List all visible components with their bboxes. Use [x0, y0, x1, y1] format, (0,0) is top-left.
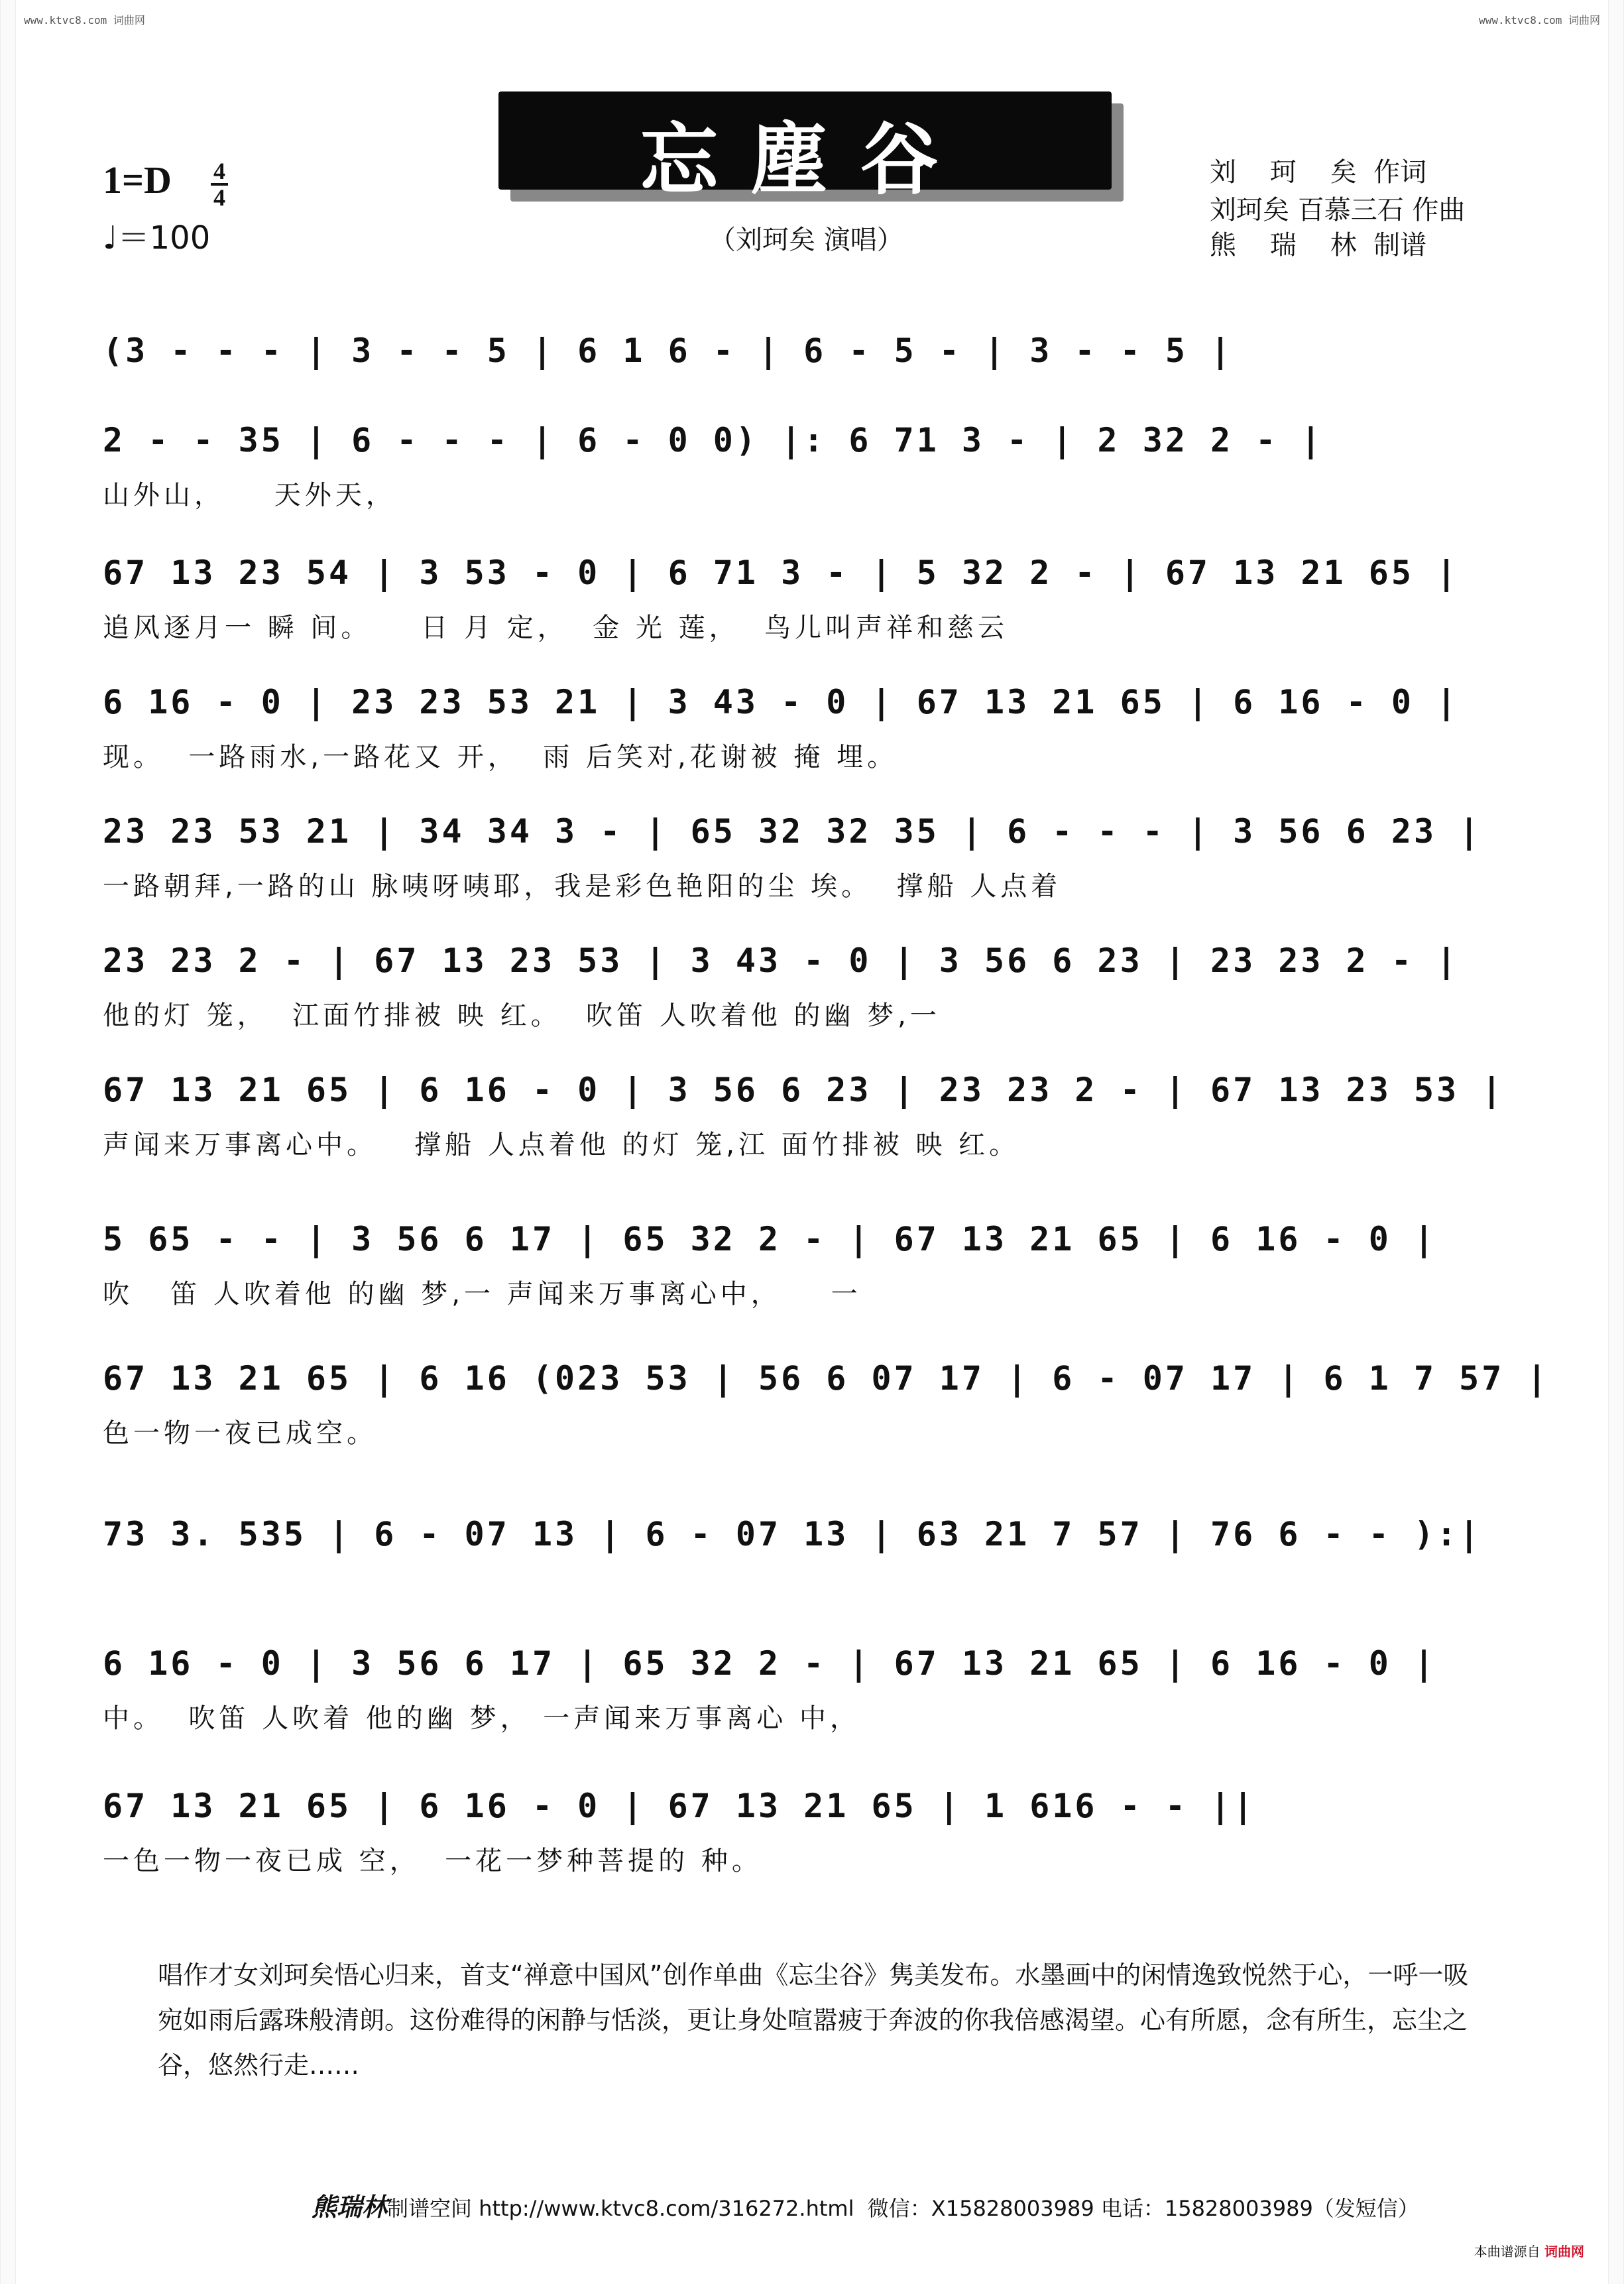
notes-line: 6 16 - 0 | 3 56 6 17 | 65 32 2 - | 67 13 21 65 | 6 16 - 0 | [103, 1644, 1437, 1683]
time-signature [211, 159, 228, 210]
credit-music: 刘珂矣 百慕三石 作曲 [1210, 195, 1466, 225]
notes-line: 6 16 - 0 | 23 23 53 21 | 3 43 - 0 | 67 13 21 65 | 6 16 - 0 | [103, 683, 1460, 721]
lyrics-line: 色一物一夜已成空。 [103, 1418, 377, 1449]
notes-line: 67 13 21 65 | 6 16 (023 53 | 56 6 07 17 | 6 - 07 17 | 6 1 7 57 | [103, 1359, 1550, 1398]
tempo-marking: ♩＝100 [103, 219, 211, 257]
song-title: 忘塵谷 [640, 113, 970, 206]
lyrics-line: 中。 吹笛 人吹着 他的幽 梦， 一声闻来万事离心 中， [103, 1703, 861, 1734]
lyrics-line: 一色一物一夜已成 空， 一花一梦种菩提的 种。 [103, 1846, 762, 1876]
time-top: 4 [213, 158, 225, 184]
watermark-brand: 词曲网 [1544, 2244, 1584, 2259]
lyrics-line: 追风逐月一 瞬 间。 日 月 定， 金 光 莲， 鸟儿叫声祥和慈云 [103, 613, 1009, 643]
lyrics-line: 一路朝拜,一路的山 脉咦呀咦耶，我是彩色艳阳的尘 埃。 撑船 人点着 [103, 871, 1062, 902]
lyrics-line: 他的灯 笼， 江面竹排被 映 红。 吹笛 人吹着他 的幽 梦,一 [103, 1000, 941, 1031]
lyrics-line: 吹 笛 人吹着他 的幽 梦,一 声闻来万事离心中， 一 [103, 1279, 862, 1309]
notes-line: 73 3. 535 | 6 - 07 13 | 6 - 07 13 | 63 21 7 57 | 76 6 - - ):| [103, 1515, 1482, 1553]
corner-watermark-left: www.ktvc8.com 词曲网 [24, 14, 145, 27]
title-banner [498, 91, 1112, 206]
credit-lyrics: 刘 珂 矣 作词 [1210, 157, 1427, 188]
bottom-watermark [1474, 2241, 1584, 2260]
notes-line: 5 65 - - | 3 56 6 17 | 65 32 2 - | 67 13 21 65 | 6 16 - 0 | [103, 1220, 1437, 1258]
notes-line: 23 23 2 - | 67 13 23 53 | 3 43 - 0 | 3 56 6 23 | 23 23 2 - | [103, 941, 1460, 980]
notes-line: 23 23 53 21 | 34 34 3 - | 65 32 32 35 | 6 - - - | 3 56 6 23 | [103, 812, 1482, 851]
singer-label: （刘珂矣 演唱） [709, 225, 903, 255]
notes-line: (3 - - - | 3 - - 5 | 6 1 6 - | 6 - 5 - | 3 - - 5 | [103, 331, 1234, 370]
notes-line: 67 13 21 65 | 6 16 - 0 | 3 56 6 23 | 23 23 2 - | 67 13 23 53 | [103, 1071, 1505, 1109]
credit-notation: 熊 瑞 林 制谱 [1210, 230, 1427, 261]
time-bottom: 4 [213, 184, 225, 211]
notes-line: 67 13 23 54 | 3 53 - 0 | 6 71 3 - | 5 32 2 - | 67 13 21 65 | [103, 554, 1460, 592]
key-signature: 1=D [103, 158, 172, 202]
footer-brand: 熊瑞林 [312, 2192, 388, 2222]
watermark-source: 本曲谱源自 [1474, 2244, 1540, 2259]
lyrics-line: 声闻来万事离心中。 撑船 人点着他 的灯 笼,江 面竹排被 映 红。 [103, 1130, 1020, 1160]
lyrics-line: 现。 一路雨水,一路花又 开， 雨 后笑对,花谢被 掩 埋。 [103, 742, 898, 772]
footer [312, 2187, 1419, 2223]
footer-text: 制谱空间 http://www.ktvc8.com/316272.html 微信：X15828003989 电话：15828003989（发短信） [387, 2196, 1419, 2221]
song-description: 唱作才女刘珂矣悟心归来，首支“禅意中国风”创作单曲《忘尘谷》隽美发布。水墨画中的闲情逸致悦然于心，一呼一吸宛如雨后露珠般清朗。这份难得的闲静与恬淡，更让身处喧嚣疲于奔波的你我倍感渴望。心有所愿，念有所生，忘尘之谷，悠然行走…… [158, 1960, 1469, 2080]
lyrics-line: 山外山， 天外天， [103, 480, 396, 511]
notes-line: 2 - - 35 | 6 - - - | 6 - 0 0) |: 6 71 3 - | 2 32 2 - | [103, 421, 1324, 459]
corner-watermark-right: www.ktvc8.com 词曲网 [1479, 14, 1600, 27]
notes-line: 67 13 21 65 | 6 16 - 0 | 67 13 21 65 | 1 616 - - || [103, 1787, 1256, 1825]
